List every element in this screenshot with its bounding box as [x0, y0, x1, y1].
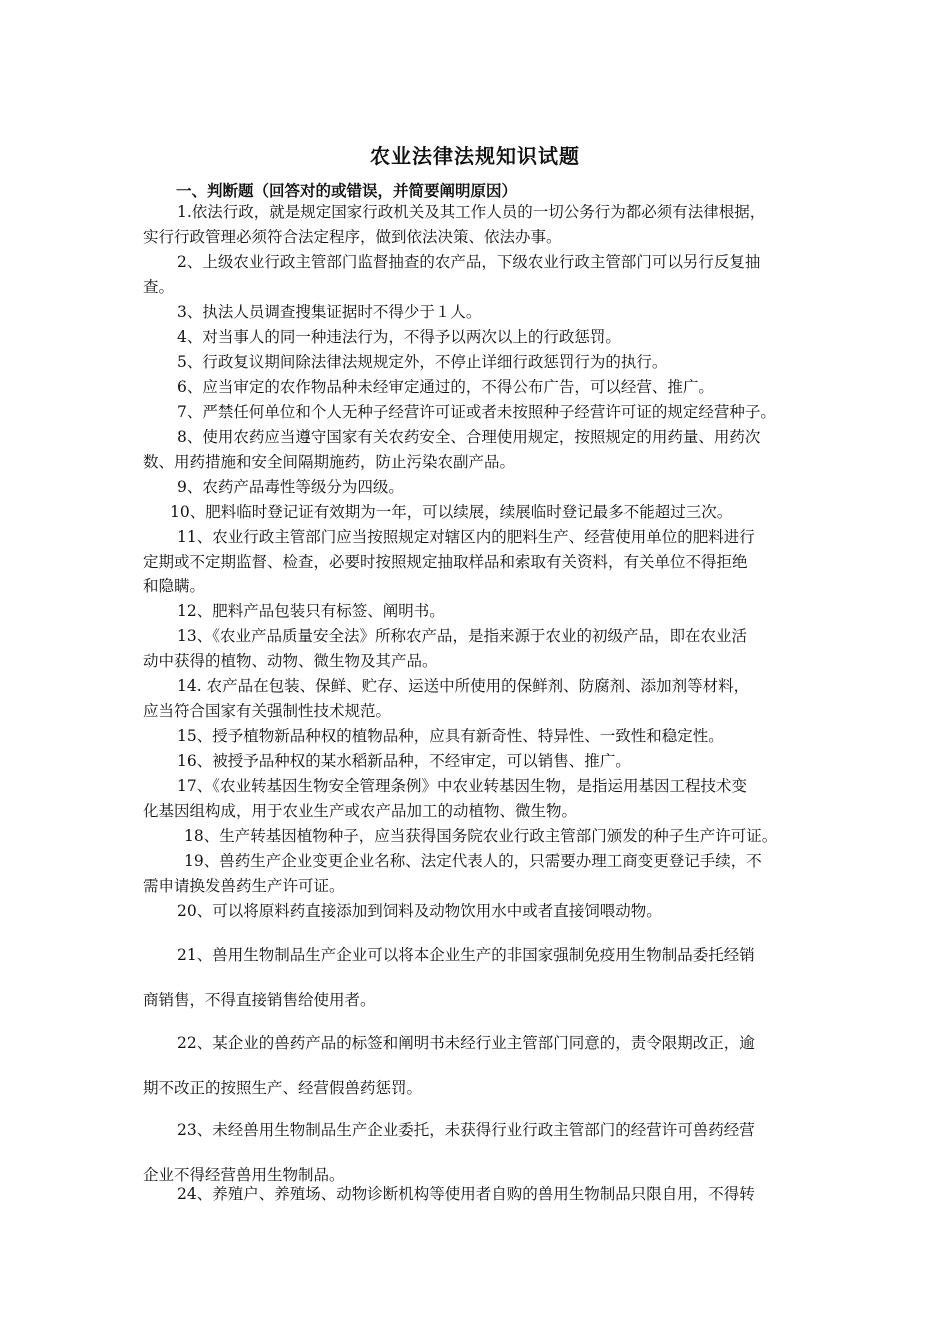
- question-17: [143, 774, 813, 823]
- question-line: 22、某企业的兽药产品的标签和阐明书未经行业主管部门同意的，责令限期改正，逾: [177, 1034, 755, 1052]
- question-line: 需申请换发兽药生产许可证。: [143, 876, 345, 895]
- question-line: 11、农业行政主管部门应当按照规定对辖区内的肥料生产、经营使用单位的肥料进行: [177, 528, 755, 546]
- question-line: 8、使用农药应当遵守国家有关农药安全、合理使用规定，按照规定的用药量、用药次: [177, 428, 761, 446]
- question-7: [143, 400, 813, 425]
- question-line: 应当符合国家有关强制性技术规范。: [143, 701, 392, 720]
- question-line: 20、可以将原料药直接添加到饲料及动物饮用水中或者直接饲喂动物。: [177, 902, 662, 920]
- question-line: 5、行政复议期间除法律法规规定外，不停止详细行政惩罚行为的执行。: [177, 353, 668, 371]
- question-line: 期不改正的按照生产、经营假兽药惩罚。: [143, 1078, 423, 1097]
- question-line: 动中获得的植物、动物、微生物及其产品。: [143, 651, 438, 670]
- question-line: 6、应当审定的农作物品种未经审定通过的，不得公布广告，可以经营、推广。: [177, 378, 714, 396]
- question-11: [143, 525, 813, 599]
- question-1: [143, 200, 813, 249]
- question-line: 18、生产转基因植物种子，应当获得国务院农业行政主管部门颁发的种子生产许可证。: [184, 827, 778, 845]
- question-line: 定期或不定期监督、检查，必要时按照规定抽取样品和索取有关资料，有关单位不得拒绝: [143, 552, 748, 571]
- question-18: [143, 824, 813, 849]
- question-3: [143, 300, 813, 325]
- question-12: [143, 599, 813, 624]
- question-line: 14. 农产品在包装、保鲜、贮存、运送中所使用的保鲜剂、防腐剂、添加剂等材料，: [177, 677, 750, 695]
- question-line: 13、《农业产品质量安全法》所称农产品，是指来源于农业的初级产品，即在农业活: [177, 627, 747, 645]
- question-16: [143, 749, 813, 774]
- question-line: 和隐瞒。: [143, 577, 206, 595]
- question-line: 10、肥料临时登记证有效期为一年，可以续展，续展临时登记最多不能超过三次。: [170, 503, 733, 521]
- question-line: 商销售，不得直接销售给使用者。: [143, 990, 376, 1009]
- question-line: 3、执法人员调查搜集证据时不得少于１人。: [177, 303, 482, 321]
- question-8: [143, 425, 813, 474]
- question-19: [143, 849, 813, 898]
- question-6: [143, 375, 813, 400]
- question-line: 15、授予植物新品种权的植物品种，应具有新奇性、特异性、一致性和稳定性。: [177, 727, 724, 745]
- question-line: 1.依法行政，就是规定国家行政机关及其工作人员的一切公务行为都必须有法律根据，: [177, 203, 766, 221]
- question-21: [143, 943, 813, 1012]
- question-line: 9、农药产品毒性等级分为四级。: [177, 478, 404, 496]
- document-title: 农业法律法规知识试题: [370, 144, 580, 168]
- question-14: [143, 674, 813, 723]
- question-line: 21、兽用生物制品生产企业可以将本企业生产的非国家强制免疫用生物制品委托经销: [177, 946, 755, 964]
- section-heading: 一、判断题（回答对的或错误，并简要阐明原因）: [176, 182, 518, 200]
- question-13: [143, 624, 813, 673]
- question-5: [143, 350, 813, 375]
- question-line: 23、未经兽用生物制品生产企业委托，未获得行业行政主管部门的经营许可兽药经营: [177, 1121, 755, 1139]
- question-20: [143, 899, 813, 924]
- question-9: [143, 475, 813, 500]
- question-line: 24、养殖户、养殖场、动物诊断机构等使用者自购的兽用生物制品只限自用，不得转: [177, 1185, 755, 1203]
- question-line: 4、对当事人的同一种违法行为，不得予以两次以上的行政惩罚。: [177, 328, 621, 346]
- question-line: 2、上级农业行政主管部门监督抽查的农产品，下级农业行政主管部门可以另行反复抽: [177, 253, 761, 271]
- question-23: [143, 1118, 813, 1187]
- question-4: [143, 325, 813, 350]
- question-2: [143, 250, 813, 299]
- question-line: 17、《农业转基因生物安全管理条例》中农业转基因生物，是指运用基因工程技术变: [177, 777, 747, 795]
- question-line: 12、肥料产品包装只有标签、阐明书。: [177, 602, 445, 620]
- question-24: [143, 1182, 813, 1207]
- question-line: 企业不得经营兽用生物制品。: [143, 1165, 345, 1184]
- question-line: 实行行政管理必须符合法定程序，做到依法决策、依法办事。: [143, 227, 562, 246]
- question-10: [143, 500, 813, 525]
- question-line: 19、兽药生产企业变更企业名称、法定代表人的，只需要办理工商变更登记手续，不: [184, 852, 762, 870]
- question-line: 7、严禁任何单位和个人无种子经营许可证或者未按照种子经营许可证的规定经营种子。: [177, 403, 776, 421]
- question-line: 化基因组构成，用于农业生产或农产品加工的动植物、微生物。: [143, 801, 578, 820]
- question-15: [143, 724, 813, 749]
- question-line: 16、被授予品种权的某水稻新品种，不经审定，可以销售、推广。: [177, 752, 631, 770]
- question-22: [143, 1031, 813, 1100]
- question-line: 数、用药措施和安全间隔期施药，防止污染农副产品。: [143, 452, 516, 471]
- question-line: 查。: [143, 277, 175, 296]
